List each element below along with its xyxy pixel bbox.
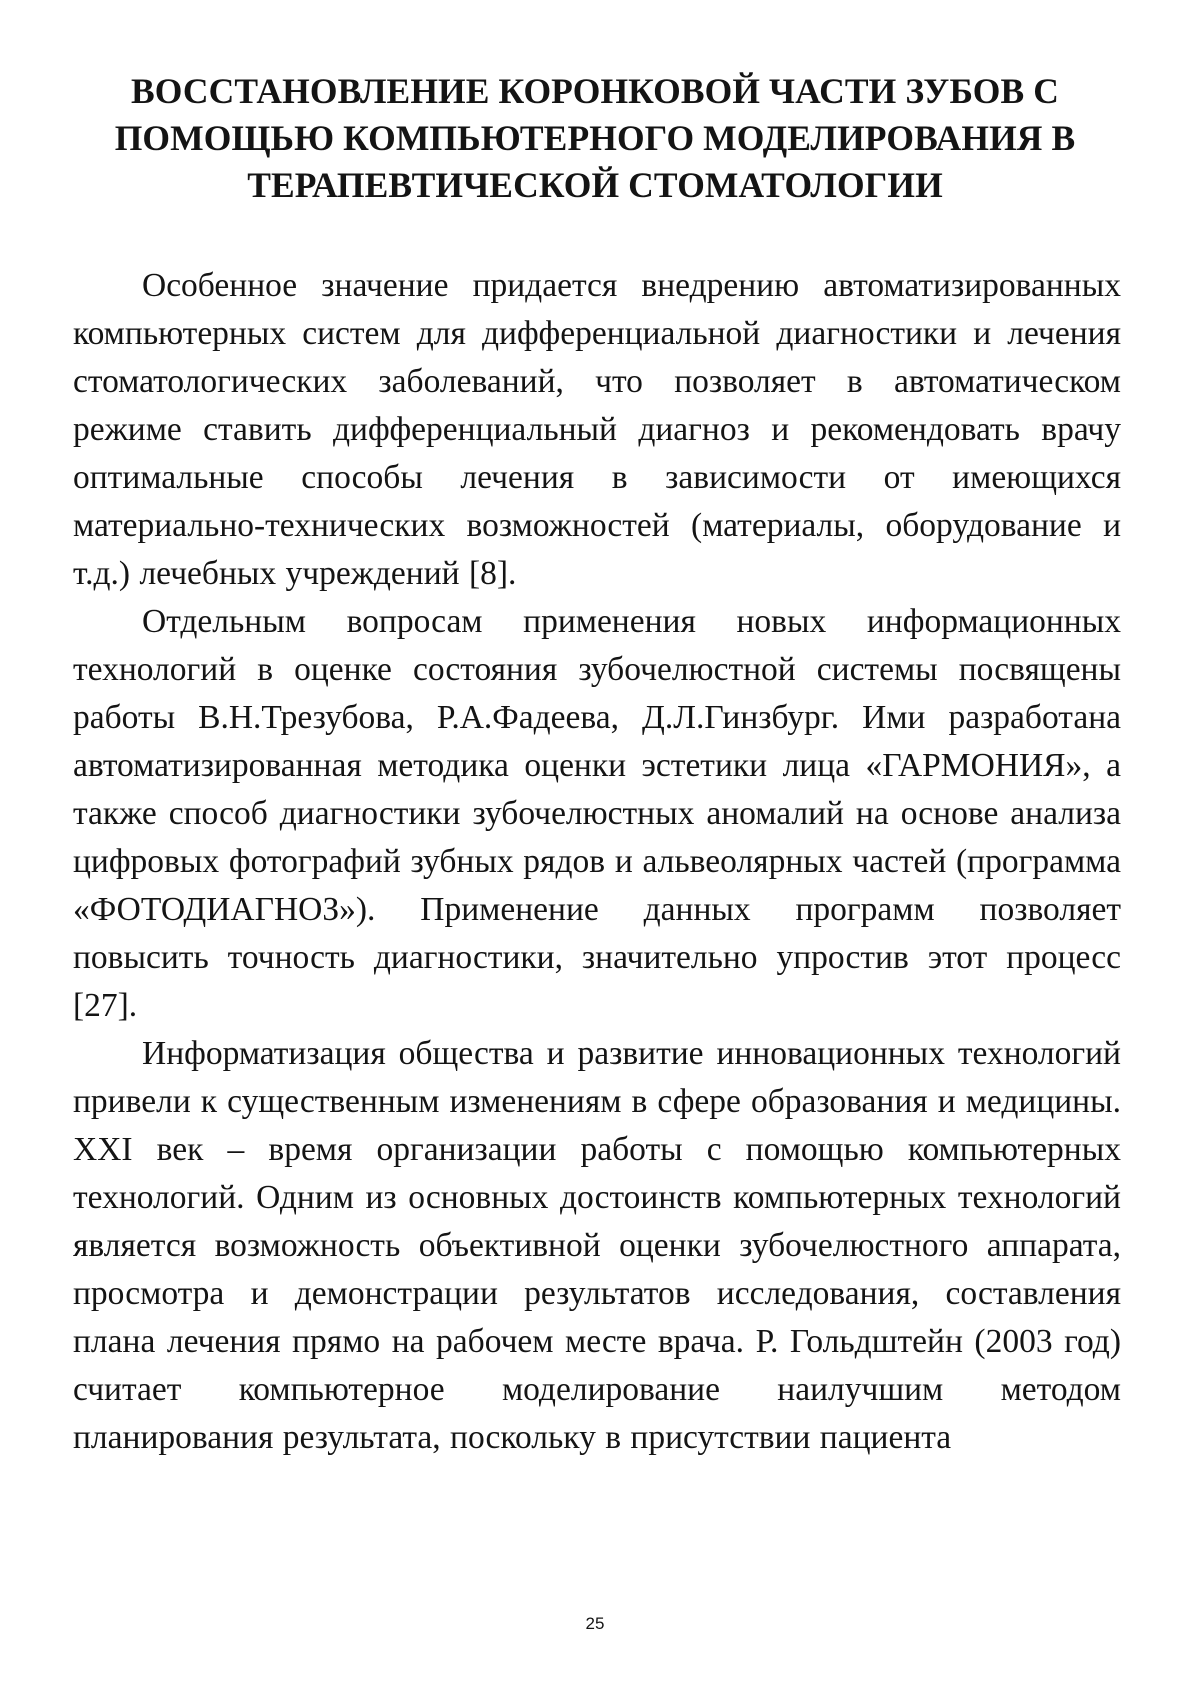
- title-line-1: ВОССТАНОВЛЕНИЕ КОРОНКОВОЙ ЧАСТИ ЗУБОВ С: [131, 71, 1059, 111]
- paragraph-1: Особенное значение придается внедрению автоматизированных компьютерных систем для дифференциальной диагностики и лечения стоматологических заболеваний, что позволяет в автоматическом режиме ставить дифференциальный диагноз и рекомендовать врачу оптимальные способы лечения в зависимости от имеющихся материально-технических возможностей (материалы, оборудование и т.д.) лечебных учреждений [8].: [73, 267, 1121, 592]
- paragraph-3: Информатизация общества и развитие инновационных технологий привели к существенным изменениям в сфере образования и медицины. XXI век – время организации работы с помощью компьютерных технологий. Одним из основных достоинств компьютерных технологий является возможность объективной оценки зубочелюстного аппарата, просмотра и демонстрации результатов исследования, составления плана лечения прямо на рабочем месте врача. Р. Гольдштейн (2003 год) считает компьютерное моделирование наилучшим методом планирования результата, поскольку в присутствии пациента: [73, 1035, 1121, 1456]
- paragraph-2: Отдельным вопросам применения новых информационных технологий в оценке состояния зубочелюстной системы посвящены работы В.Н.Трезубова, Р.А.Фадеева, Д.Л.Гинзбург. Ими разработана автоматизированная методика оценки эстетики лица «ГАРМОНИЯ», а также способ диагностики зубочелюстных аномалий на основе анализа цифровых фотографий зубных рядов и альвеолярных частей (программа «ФОТОДИАГНОЗ»). Применение данных программ позволяет повысить точность диагностики, значительно упростив этот процесс [27].: [73, 603, 1121, 1024]
- title-line-2: ПОМОЩЬЮ КОМПЬЮТЕРНОГО МОДЕЛИРОВАНИЯ В: [114, 118, 1076, 158]
- body-text: [73, 262, 1121, 1462]
- page-title: [90, 68, 1100, 209]
- title-line-3: ТЕРАПЕВТИЧЕСКОЙ СТОМАТОЛОГИИ: [247, 165, 943, 205]
- page-number: 25: [585, 1614, 605, 1633]
